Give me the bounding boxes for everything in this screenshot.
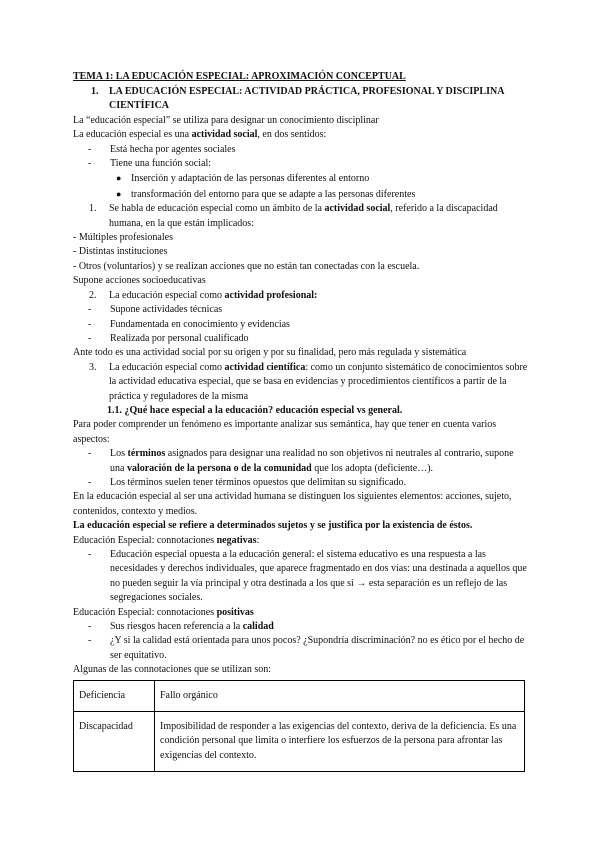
paragraph-semantics: Para poder comprender un fenómeno es importante analizar sus semántica, hay que tener en cuenta varios aspectos: — [73, 419, 497, 445]
item-number: 2. — [89, 289, 97, 301]
connotations-table — [73, 680, 525, 773]
bullet-item — [73, 187, 528, 202]
list-item — [73, 332, 528, 346]
text-run: : como un conjunto sistemático de conocimientos sobre la actividad educativa especial, que se basa en evidencias y procedimientos científicos a partir de la práctica y reguladores de la misma — [109, 361, 528, 402]
negative-connotations-heading — [73, 534, 528, 548]
list-item-text: Los términos suelen tener términos opuestos que delimitan su significado. — [110, 476, 407, 488]
dash-marker: - — [88, 318, 92, 330]
bullet-item-text: transformación del entorno para que se adapte a las personas diferentes — [131, 188, 416, 200]
text-run: , referido a la discapacidad humana, en la que están implicados: — [109, 203, 498, 229]
bullet-icon: ● — [116, 188, 122, 199]
text-run: La educación especial como — [109, 289, 225, 301]
numbered-item-1 — [73, 202, 528, 231]
bold-term: valoración de la persona o de la comunidad — [126, 462, 312, 474]
dash-marker: - — [88, 304, 92, 316]
list-item — [73, 303, 528, 317]
list-item-text: ¿Y si la calidad está orientada para unos pocos? ¿Supondría discriminación? no es ético por el hecho de ser equitativo. — [110, 635, 525, 661]
text-run: Se habla de educación especial como un ámbito de la — [109, 203, 325, 215]
list-item — [73, 318, 528, 332]
bullet-item-text: Inserción y adaptación de las personas diferentes al entorno — [131, 173, 370, 185]
dash-marker: - — [88, 635, 92, 647]
dash-marker: - — [88, 476, 92, 488]
text-run: Los — [110, 448, 128, 460]
numbered-item-3 — [73, 361, 528, 404]
list-item — [73, 620, 528, 634]
list-item — [73, 634, 528, 663]
text-run: Educación Especial: connotaciones — [73, 534, 217, 546]
item-number: 1. — [89, 203, 97, 215]
table-cell-term: Deficiencia — [74, 680, 155, 711]
list-item-text: Fundamentada en conocimiento y evidencias — [110, 318, 290, 330]
numbered-item-2 — [73, 289, 528, 303]
text-run: que los adopta (deficiente…). — [311, 462, 434, 474]
list-item-text: Tiene una función social: — [110, 158, 212, 170]
table-cell-definition: Fallo orgánico — [155, 680, 525, 711]
list-item — [73, 157, 528, 171]
implicated-line: - Múltiples profesionales — [73, 232, 173, 244]
bold-term: negativas — [216, 534, 257, 546]
section-1-heading — [73, 85, 528, 114]
paragraph-elements: En la educación especial al ser una actividad humana se distinguen los siguientes elementos: acciones, sujeto, contenidos, contexto y medios. — [73, 491, 512, 517]
bold-term: actividad social — [324, 203, 391, 215]
paragraph-regulated: Ante todo es una actividad social por su origen y por su finalidad, pero más regulada y sistemática — [73, 347, 467, 359]
text-run: : — [256, 534, 260, 546]
bold-term: actividad profesional: — [224, 289, 318, 301]
dash-marker: - — [88, 448, 92, 460]
bullet-icon: ● — [116, 173, 122, 184]
list-item-text: Supone actividades técnicas — [110, 304, 223, 316]
paragraph-definition: La “educación especial” se utiliza para designar un conocimiento disciplinar — [73, 114, 379, 126]
section-1-heading-text: LA EDUCACIÓN ESPECIAL: ACTIVIDAD PRÁCTICA, PROFESIONAL Y DISCIPLINA CIENTÍFICA — [109, 86, 504, 112]
table-cell-term: Discapacidad — [74, 712, 155, 772]
dash-marker: - — [88, 143, 92, 155]
list-item-text: Realizada por personal cualificado — [110, 332, 249, 344]
dash-marker: - — [88, 549, 92, 560]
dash-marker: - — [88, 158, 92, 170]
table-cell-definition: Imposibilidad de responder a las exigencias del contexto, deriva de la deficiencia. Es una condición personal que limita o interfiere los esfuerzos de la persona para afrontar las exigencias del contexto. — [155, 712, 525, 772]
paragraph-socioeducational: Supone acciones socioeducativas — [73, 275, 206, 287]
document-title: TEMA 1: LA EDUCACIÓN ESPECIAL: APROXIMACIÓN CONCEPTUAL — [73, 71, 406, 82]
bold-term: términos — [127, 448, 166, 460]
bold-term: calidad — [242, 621, 274, 633]
list-item — [73, 476, 528, 490]
list-item-text: Está hecha por agentes sociales — [110, 143, 236, 155]
text-run: La educación especial es una — [73, 129, 192, 141]
text-run: , en dos sentidos: — [257, 129, 327, 141]
bold-term: actividad social — [191, 129, 258, 141]
paragraph-social-activity — [73, 128, 528, 142]
text-run: Sus riesgos hacen referencia a la — [110, 621, 243, 633]
table-row — [74, 680, 525, 711]
bullet-item — [73, 171, 528, 186]
item-number: 3. — [89, 361, 97, 373]
implicated-line: - Distintas instituciones — [73, 246, 168, 258]
text-run: Educación Especial: connotaciones — [73, 606, 217, 618]
implicated-line: - Otros (voluntarios) y se realizan acciones que no están tan conectadas con la escuela. — [73, 260, 420, 272]
list-item — [73, 447, 528, 476]
list-item-text: Educación especial opuesta a la educación general: el sistema educativo es una respuesta a las necesidades y derechos individuales, que aparece fragmentado en dos vías: una destinada a aquellos que no pueden seguir la vía principal y otra destinada a los que sí → esta separación es un reflejo de las segregaciones sociales. — [110, 549, 527, 604]
list-item — [73, 548, 528, 606]
paragraph-subjects: La educación especial se refiere a determinados sujetos y se justifica por la existencia de éstos. — [73, 520, 473, 532]
paragraph-connotations-intro: Algunas de las connotaciones que se utilizan son: — [73, 664, 272, 676]
dash-marker: - — [88, 332, 92, 344]
bold-term: positivas — [216, 606, 254, 618]
subsection-1-1-heading: 1.1. ¿Qué hace especial a la educación? educación especial vs general. — [107, 404, 403, 416]
text-run: La educación especial como — [109, 361, 225, 373]
section-number: 1. — [91, 86, 99, 97]
bold-term: actividad científica — [224, 361, 306, 373]
list-item — [73, 143, 528, 157]
table-row — [74, 712, 525, 772]
text-run: asignados para designar una realidad no son objetivos ni neutrales al contrario, supone una — [110, 448, 514, 474]
dash-marker: - — [88, 621, 92, 633]
document-page — [73, 70, 528, 772]
positive-connotations-heading — [73, 606, 528, 620]
